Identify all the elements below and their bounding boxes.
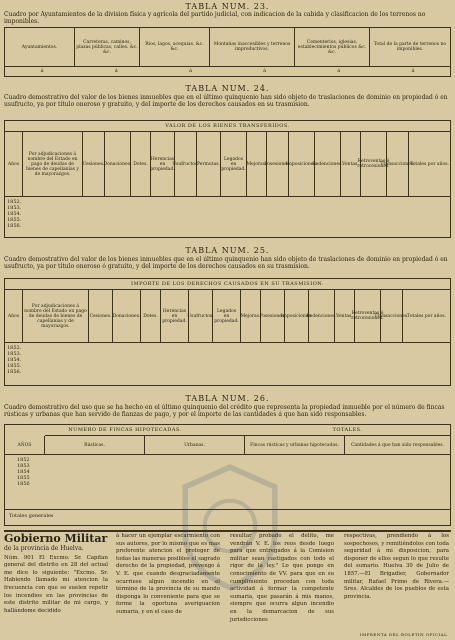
table-24-header-cell: Mejoras. bbox=[247, 132, 267, 196]
article-heading: Gobierno Militar bbox=[4, 532, 108, 545]
table-24-header bbox=[5, 132, 450, 196]
table-23-title: TABLA NUM. 23. bbox=[185, 2, 270, 11]
table-23-header-cell: Rios, lagos, acequias. &c. &c. bbox=[140, 28, 210, 66]
table-24-caption: Cuadro demostrativo del valor de los bienes inmuebles que en el último quinquenio han sido objeto de traslaciones de dominio en propiedad ó en usufructo, ya por título oneroso y gratuito, y del importe de los derechos causados en su trasmision. bbox=[4, 94, 448, 108]
table-23-mark: á bbox=[114, 68, 118, 74]
imprint: IMPRENTA DEL BOLETIN OFICIAL. bbox=[360, 632, 449, 637]
article-subheading: de la provincia de Huelva. bbox=[4, 545, 84, 552]
table-25-header-cell: Totales por años. bbox=[407, 313, 446, 319]
table-25-header-cell: Cesiones. bbox=[89, 290, 113, 342]
table-23-mark: á bbox=[263, 68, 267, 74]
table-25-header-cell: Transacciones. bbox=[381, 290, 403, 342]
table-25 bbox=[4, 278, 451, 386]
table-26-header-cell: Urbanas. bbox=[145, 436, 245, 454]
table-23-header-cell: Montañas inaccesibles y terrenos improductivos. bbox=[210, 28, 295, 66]
table-24-band: VALOR DE LOS BIENES TRANSFERIDOS. bbox=[165, 123, 290, 129]
table-23-caption: Cuadro por Ayuntamientos de la division física y agrícola del partido judicial, con indicacion de la cabida y clasificacion de los terrenos no imponibles. bbox=[4, 11, 426, 25]
table-divider bbox=[5, 454, 450, 455]
table-25-header-cell: Imposiciones. bbox=[285, 290, 309, 342]
table-24-header-cell: Años bbox=[5, 132, 23, 196]
year-row: 1852. bbox=[7, 345, 22, 351]
table-24-header-cell: Donaciones. bbox=[105, 132, 131, 196]
table-25-header-cell: Por adjudicaciones á nombre del Estado en pago de deudas de bienes de capellanías y de mayorazgos. bbox=[23, 290, 89, 342]
table-24-header-cell: Ventas. bbox=[341, 132, 361, 196]
table-24-header-cell: Legados en propiedad. bbox=[221, 132, 247, 196]
year-row: 1856. bbox=[7, 223, 22, 229]
table-25-header-cell: Legados en propiedad. bbox=[213, 290, 241, 342]
table-25-title: TABLA NUM. 25. bbox=[185, 246, 270, 255]
table-25-header-cell: Retroventas ó retrocesiones. bbox=[355, 290, 381, 342]
article-column-3: resultar probado el delito, me vendrán V. E. los reos desde luego para que entregados á la Comision militar sean castigados con todo el rigor de la ley." Lo que pongo en conocimiento de VV. para que en su cumplimiento procedan con toda actividad á formar la competente sumaria, que pasarán á mis manos, siempre que ocurra algun incendio en la demarcacion de sus jurisdicciones bbox=[230, 533, 334, 623]
table-24-header-cell: Dotes. bbox=[131, 132, 151, 196]
year-row: 1854. bbox=[7, 357, 22, 363]
year-row: 1853. bbox=[7, 205, 22, 211]
table-24-header-cell: Permutas. bbox=[197, 132, 221, 196]
year-row: 1854 bbox=[17, 469, 30, 475]
table-24-header-cell: Usufructos. bbox=[175, 132, 197, 196]
table-26-header bbox=[5, 436, 450, 454]
table-divider bbox=[5, 196, 450, 197]
table-26-caption: Cuadro demostrativo del uso que se ha hecho en el último quinquenio del crédito que representa la propiedad inmueble por el número de fincas rústicas y urbanas que han servido de fianzas de pago, y por el importe de las cantidades á que han sido responsables. bbox=[4, 404, 445, 418]
table-26-footer: Totales generales bbox=[9, 513, 54, 519]
table-25-header-cell: Posesiones. bbox=[261, 290, 285, 342]
table-23-header-cell: Total de la parte de terrenos no imponibles. bbox=[373, 42, 447, 52]
year-row: 1855. bbox=[7, 217, 22, 223]
table-26-header-cell: Fincas rústicas y urbanas hipotecadas. bbox=[245, 436, 345, 454]
article-column-2: á hacer un ejemplar escarmiento con sus autores, por lo mismo que es mas preferente atencion el proteger de todas las maneras posibles el sagrado derecho de la propiedad, prevengo á V. E. que cuando desgraciadamente ocurriese algun incendio en el término de la provincia de su mando disponga lo conveniente para que se forme la oportuna averiguacion sumaria, y en el caso de bbox=[116, 533, 220, 615]
table-24-header-cell: Redenciones. bbox=[315, 132, 341, 196]
year-row: 1856 bbox=[17, 481, 30, 487]
year-row: 1853. bbox=[7, 351, 22, 357]
table-23-mark: á bbox=[337, 68, 341, 74]
year-row: 1852. bbox=[7, 199, 22, 205]
table-24-header-cell: Posesiones. bbox=[267, 132, 289, 196]
table-24-header-cell: Por adjudicaciones á nombre del Estado en pago de deudas de bienes de capellanías y de mayorazgos. bbox=[23, 132, 83, 196]
table-24-header-cell: Cesiones. bbox=[83, 132, 105, 196]
table-24-header-cell: Retroventas ó retrocesiones. bbox=[361, 132, 387, 196]
table-23-header bbox=[5, 28, 450, 66]
table-25-caption: Cuadro demostrativo del valor de los bienes inmuebles que en el último quinquenio han sido objeto de traslaciones de dominio en propiedad ó en usufructo, ya por título oneroso ó gratuito, y del importe de los derechos causados en su trasmision. bbox=[4, 256, 448, 270]
table-23 bbox=[4, 27, 451, 77]
table-23-header-cell: Cementerios, iglesias, establecimientos públicos &c. &c. bbox=[295, 28, 370, 66]
year-row: 1855 bbox=[17, 475, 30, 481]
table-24-years bbox=[7, 199, 21, 229]
table-25-header-cell: Años bbox=[5, 290, 23, 342]
table-26-title: TABLA NUM. 26. bbox=[185, 394, 270, 403]
table-25-band: IMPORTE DE LOS DERECHOS CAUSADOS EN SU TRASMISION. bbox=[131, 281, 324, 287]
article-column-1 bbox=[4, 533, 108, 615]
year-row: 1855. bbox=[7, 363, 22, 369]
table-25-header-cell: Dotes. bbox=[141, 290, 161, 342]
table-23-mark: á bbox=[411, 68, 415, 74]
table-25-header-cell: Usufructos. bbox=[189, 290, 213, 342]
table-24-header-cell: Herencias en propiedad. bbox=[151, 132, 175, 196]
table-24-header-cell: Totales por años. bbox=[410, 161, 449, 167]
table-24 bbox=[4, 120, 451, 238]
table-divider bbox=[5, 66, 450, 67]
table-23-marks bbox=[5, 68, 450, 74]
table-23-header-cell: Carreteras, caminos, plazas públicas, calles. &c. &c. bbox=[75, 28, 140, 66]
table-26-header-cell: AÑOS bbox=[5, 436, 45, 454]
table-25-header-cell: Ventas. bbox=[335, 290, 355, 342]
article-column-4: respectivas, prendiendo á los sospechosos, y remitiéndolos con toda seguridad á mi disposicion, para disponer de ellos segun lo que resulte del sumario. Huelva 30 de Julio de 1857.—El Brigadier, Gobernador militar, Rafael Primo de Rivera.—Sres. Alcaldes de los pueblos de esta provincia. bbox=[344, 533, 449, 600]
table-24-header-cell: Imposiciones. bbox=[289, 132, 315, 196]
table-24-header-cell: Transacciones. bbox=[387, 132, 409, 196]
year-row: 1853 bbox=[17, 463, 30, 469]
table-25-header-cell: Redenciones. bbox=[309, 290, 335, 342]
table-26-band-right: TOTALES. bbox=[332, 427, 363, 433]
year-row: 1856. bbox=[7, 369, 22, 375]
table-divider bbox=[5, 342, 450, 343]
table-23-mark: á bbox=[40, 68, 44, 74]
year-row: 1852 bbox=[17, 457, 30, 463]
table-26-band-left: NUMERO DE FINCAS HIPOTECADAS. bbox=[68, 427, 182, 433]
table-24-title: TABLA NUM. 24. bbox=[185, 84, 270, 93]
table-25-header-cell: Mejoras. bbox=[241, 290, 261, 342]
table-25-header-cell: Donaciones. bbox=[113, 290, 141, 342]
table-23-mark: á bbox=[188, 68, 192, 74]
table-26-header-cell: Cantidades á que han sido responsables. bbox=[350, 442, 445, 448]
article-text: Núm. 901 El Excmo. Sr. Capitan general del distrito en 28 del actual me dice lo siguiente: "Excmo. Sr. Habiendo llamado mi atencion la frecuencia con que se suelen repetir los incendios en las provincias de este distrito militar de mi cargo, y hallándome decidido bbox=[4, 554, 108, 614]
table-25-years bbox=[7, 345, 21, 375]
table-23-header-cell: Ayuntamientos. bbox=[5, 28, 75, 66]
table-25-header-cell: Herencias en propiedad. bbox=[161, 290, 189, 342]
table-25-header bbox=[5, 290, 450, 342]
year-row: 1854. bbox=[7, 211, 22, 217]
table-26-header-cell: Rústicas. bbox=[45, 436, 145, 454]
table-26-years bbox=[17, 457, 30, 487]
